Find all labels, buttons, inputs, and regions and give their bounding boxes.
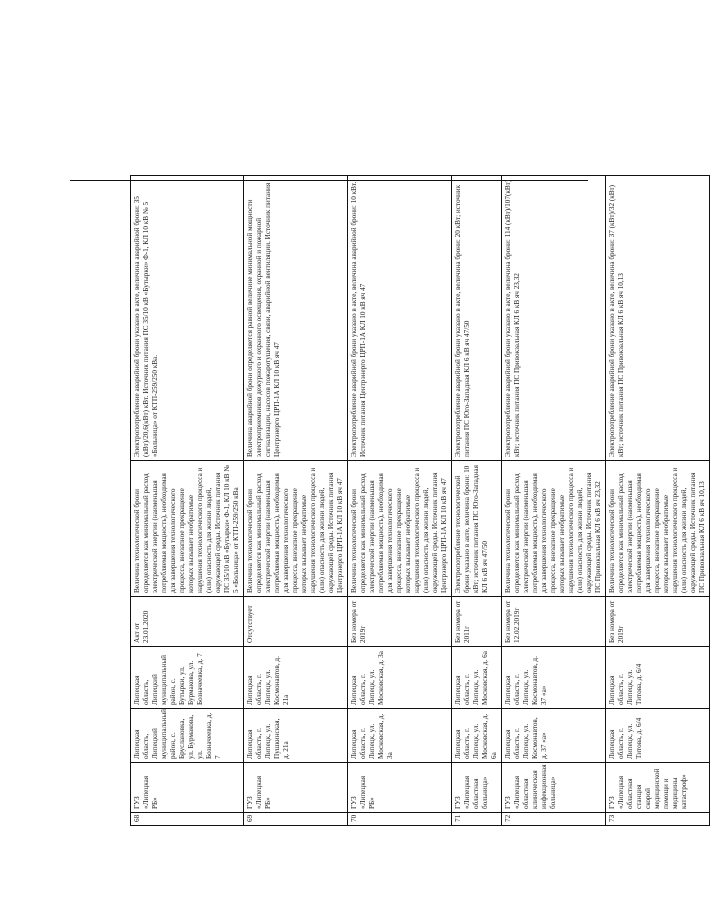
legal-address: Липецкая область, Липецкий муниципальный район, с. Бруслановка, ул. Бурмакова, ул. Бозначеевка, д. 7 xyxy=(131,709,244,763)
technological-reserve: Величина технологической брони определяется как минимальный расход электрической энергии (наименьшая потребляемая мощность), необходимая для завершения технологического процесса, внезапное прекращение которых вызывает необратимые нарушения технологического процесса и (или) опасность для жизни людей, окружающей среды. Источник питания ПС Привокзальная КЛ 6 кВ яч 10,13 xyxy=(606,461,710,597)
organization-name: ГУЗ «Липецкая областная станция скорой медицинской помощи и медицины катастроф» xyxy=(606,763,710,813)
row-number: 70 xyxy=(348,813,452,826)
act-reference: Без номера от 2011г xyxy=(452,597,502,647)
row-number: 72 xyxy=(502,813,606,826)
emergency-reserve: Величина аварийной брони определяется равной величине минимальной мощности электроприемников дежурного и охранного освещения, охранной и пожарной сигнализации, насосов пожаротушения, связи, аварийной вентиляции. Источник питания Центрэнерго ЦРП-1А КЛ 10 кВ яч 47 xyxy=(244,176,348,461)
row-number: 68 xyxy=(131,813,244,826)
object-address: Липецкая область, г. Липецк, ул. Московская, д. 6а xyxy=(452,647,502,709)
table-row xyxy=(606,176,710,826)
act-reference: Без номера от 12.02.2019г xyxy=(502,597,606,647)
act-reference: Без номера от 2019г xyxy=(606,597,710,647)
organization-name: ГУЗ «Липецкая РБ» xyxy=(348,763,452,813)
organization-name: ГУЗ «Липецкая РБ» xyxy=(131,763,244,813)
act-reference: Акт от 23.01.2020 xyxy=(131,597,244,647)
organization-name: ГУЗ «Липецкая РБ» xyxy=(244,763,348,813)
emergency-reserve: Электропотребление аварийной брони указано в акте, величина аварийной брони: 10 кВт. Источник питания Центрэнерго ЦРП-1А КЛ 10 кВ яч 47 xyxy=(348,176,452,461)
act-reference: Отсутствует xyxy=(244,597,348,647)
legal-address: Липецкая область, г. Липецк, ул. Московская, д. 6а xyxy=(452,709,502,763)
technological-reserve: Величина технологической брони определяется как минимальный расход электрической энергии (наименьшая потребляемая мощность), необходимая для завершения технологического процесса, внезапное прекращение которых вызывает необратимые нарушения технологического процесса и (или) опасность для жизни людей, окружающей среды. Источник питания Центрэнерго ЦРП-1А КЛ 10 кВ яч 47 xyxy=(244,461,348,597)
technological-reserve: Электропотребление технологической брони указано в акте, величина брони: 10 кВт; источник питания ПС Юго-Западная КЛ 6 кВ яч 47/50 xyxy=(452,461,502,597)
legal-address: Липецкая область, г. Липецк, ул. Космонавтов, д. 37 «а» xyxy=(502,709,606,763)
table-row xyxy=(244,176,348,826)
table-row xyxy=(131,176,244,826)
emergency-reserve: Электропотребление аварийной брони указано в акте, величина брони: 37 (кВт)/32 (кВт) кВт; источник питания ПС Привокзальная КЛ 6 кВ яч 10,13 xyxy=(606,176,710,461)
legal-address: Липецкая область, г. Липецк, ул. Пушкинская, д. 21а xyxy=(244,709,348,763)
organization-name: ГУЗ «Липецкая областная клиническая инфекционная больница» xyxy=(502,763,606,813)
row-number: 69 xyxy=(244,813,348,826)
technological-reserve: Величина технологической брони определяется как минимальный расход электрической энергии (наименьшая потребляемая мощность), необходимая для завершения технологического процесса, внезапное прекращение которых вызывает необратимые нарушения технологического процесса и (или) опасность для жизни людей, окружающей среды. Источник питания ПС 35/10 кВ «Бутырки» Ф-1, КЛ 10 кВ № 5 «Больница» от КТП-259/250 кВа xyxy=(131,461,244,597)
row-number: 73 xyxy=(606,813,710,826)
technological-reserve: Величина технологической брони определяется как минимальный расход электрической энергии (наименьшая потребляемая мощность), необходимая для завершения технологического процесса, внезапное прекращение которых вызывает необратимые нарушения технологического процесса и (или) опасность для жизни людей, окружающей среды. Источник питания ПС Привокзальная КЛ 6 кВ яч 23,32 xyxy=(502,461,606,597)
emergency-reserve: Электропотребление аварийной брони указано в акте, величина брони: 114 (кВт)/107(кВт) кВт; источник питания ПС Привокзальная КЛ 6 кВ яч 23,32 xyxy=(502,176,606,461)
table-row xyxy=(452,176,502,826)
table-row xyxy=(502,176,606,826)
object-address: Липецкая область, г. Липецк, ул. Московская, д. 3а xyxy=(348,647,452,709)
act-reference: Без номера от 2019г xyxy=(348,597,452,647)
object-address: Липецкая область, г. Липецк, ул. Титова, д. 6/4 xyxy=(606,647,710,709)
emergency-reserve: Электропотребление аварийной брони указано в акте, величина аварийной брони: 35 (кВт)/20,6(кВт) кВт. Источник питания ПС 35/10 кВ «Бутырки» Ф-1, КЛ 10 кВ № 5 «Больница» от КТП-259/250 кВа. xyxy=(131,176,244,461)
rotated-table-container xyxy=(130,176,706,826)
emergency-reserve: Электропотребление аварийной брони указано в акте, величина брони: 20 кВт; источник питания ПС Юго-Западная КЛ 6 кВ яч 47/50 xyxy=(452,176,502,461)
legal-address: Липецкая область, г. Липецк, ул. Титова, д. 6/4 xyxy=(606,709,710,763)
technological-reserve: Величина технологической брони определяется как минимальный расход электрической энергии (наименьшая потребляемая мощность), необходимая для завершения технологического процесса, внезапное прекращение которых вызывает необратимые нарушения технологического процесса и (или) опасность для жизни людей, окружающей среды. Источник питания Центрэнерго ЦРП-1А КЛ 10 кВ яч 47 xyxy=(348,461,452,597)
reservation-table xyxy=(130,175,710,826)
object-address: Липецкая область, г. Липецк, ул. Космонавтов, д. 37 «а» xyxy=(502,647,606,709)
object-address: Липецкая область, г. Липецк, ул. Космонавтов, д. 21а xyxy=(244,647,348,709)
row-number: 71 xyxy=(452,813,502,826)
legal-address: Липецкая область, г. Липецк, ул. Московская, д. 3а xyxy=(348,709,452,763)
table-row xyxy=(348,176,452,826)
object-address: Липецкая область, Липецкий муниципальный район, с. Бутырки, ул. Бурмакова, ул. Бозначеевка, д. 7 xyxy=(131,647,244,709)
organization-name: ГУЗ «Липецкая областная больница» xyxy=(452,763,502,813)
